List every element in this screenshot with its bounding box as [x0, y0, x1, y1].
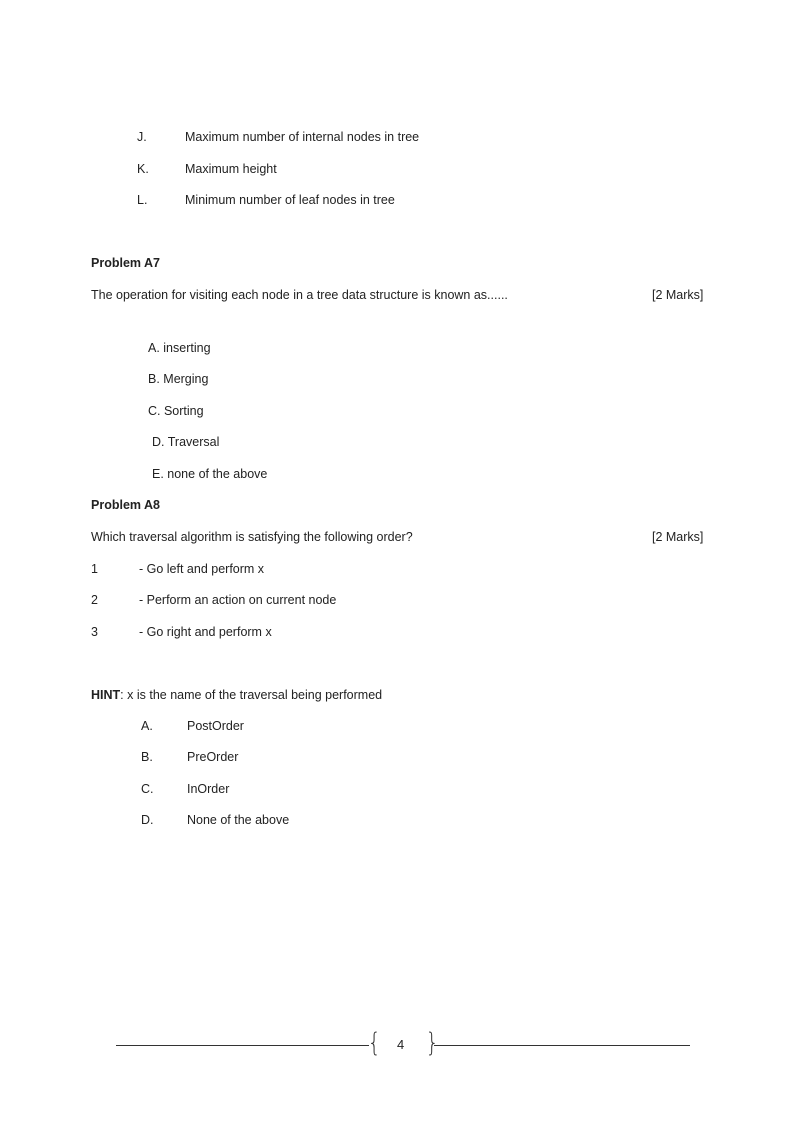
- step-3-number: 3: [91, 625, 98, 639]
- problem-a7-heading: Problem A7: [91, 256, 161, 270]
- problem-a8-marks: [2 Marks]: [652, 530, 704, 544]
- problem-a8-heading: Problem A8: [91, 498, 161, 512]
- footer-rule-left: [116, 1045, 369, 1046]
- hint-text: : x is the name of the traversal being performed: [120, 688, 383, 702]
- problem-a7-option-e: E. none of the above: [152, 467, 268, 481]
- option-j-letter: J.: [137, 130, 147, 144]
- problem-a7-question: The operation for visiting each node in a tree data structure is known as......: [91, 288, 508, 302]
- problem-a7-option-c: C. Sorting: [148, 404, 204, 418]
- step-2-number: 2: [91, 593, 98, 607]
- hint: [91, 688, 382, 702]
- right-brace-icon: }: [425, 1028, 439, 1058]
- a8-option-c-text: InOrder: [187, 782, 230, 796]
- a8-option-a-text: PostOrder: [187, 719, 244, 733]
- a8-option-c-letter: C.: [141, 782, 154, 796]
- a8-option-a-letter: A.: [141, 719, 153, 733]
- option-l-text: Minimum number of leaf nodes in tree: [185, 193, 395, 207]
- problem-a8-question: Which traversal algorithm is satisfying the following order?: [91, 530, 413, 544]
- footer-rule-right: [434, 1045, 690, 1046]
- problem-a7-option-d: D. Traversal: [152, 435, 220, 449]
- step-1-number: 1: [91, 562, 98, 576]
- problem-a7-option-b: B. Merging: [148, 372, 209, 386]
- a8-option-d-letter: D.: [141, 813, 154, 827]
- hint-label: HINT: [91, 688, 121, 702]
- problem-a7-option-a: A. inserting: [148, 341, 211, 355]
- a8-option-b-text: PreOrder: [187, 750, 239, 764]
- step-2-text: - Perform an action on current node: [139, 593, 337, 607]
- option-k-text: Maximum height: [185, 162, 277, 176]
- left-brace-icon: {: [367, 1028, 381, 1058]
- step-1-text: - Go left and perform x: [139, 562, 265, 576]
- a8-option-b-letter: B.: [141, 750, 153, 764]
- a8-option-d-text: None of the above: [187, 813, 290, 827]
- option-j-text: Maximum number of internal nodes in tree: [185, 130, 420, 144]
- option-l-letter: L.: [137, 193, 148, 207]
- step-3-text: - Go right and perform x: [139, 625, 272, 639]
- problem-a7-marks: [2 Marks]: [652, 288, 704, 302]
- page-number: 4: [397, 1037, 405, 1052]
- option-k-letter: K.: [137, 162, 149, 176]
